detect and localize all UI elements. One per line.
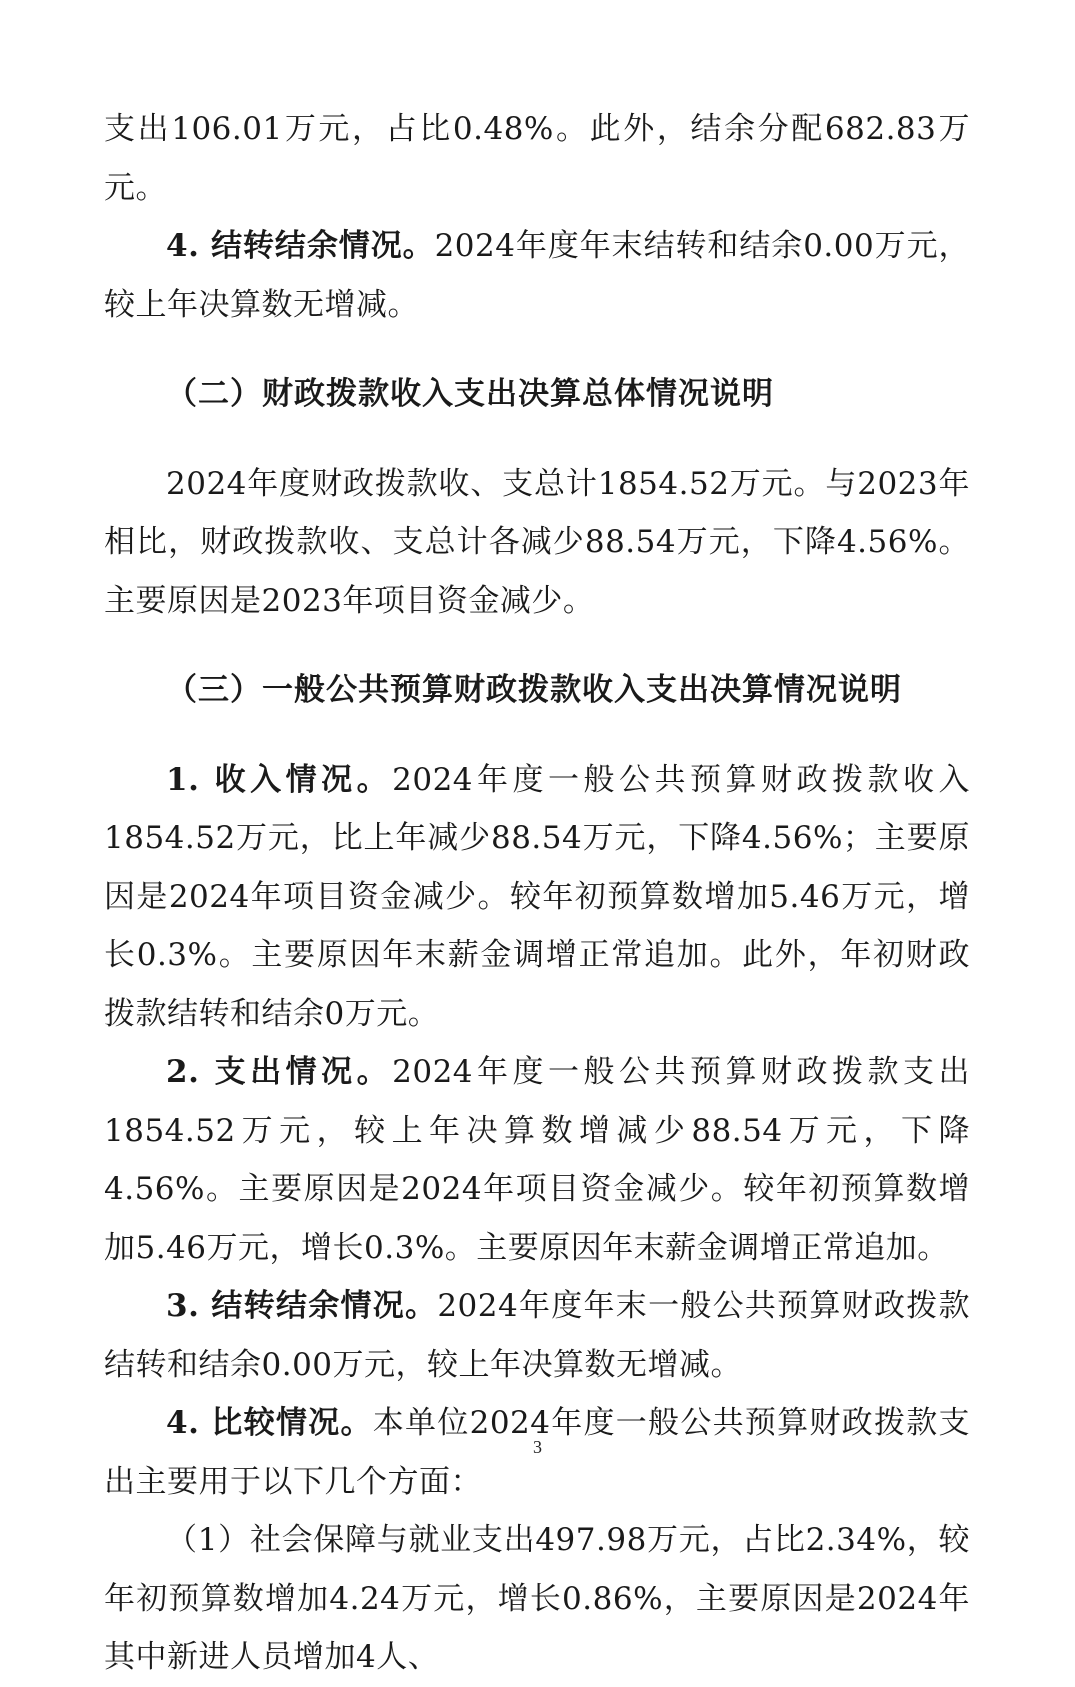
paragraph-lead: 4. 结转结余情况。 — [166, 228, 435, 264]
paragraph-lead: 2. 支出情况。 — [166, 1054, 393, 1090]
paragraph-social-security: （1）社会保障与就业支出497.98万元，占比2.34%，较年初预算数增加4.24万元，增长0.86%，主要原因是2024年其中新进人员增加4人、 — [104, 1522, 970, 1675]
paragraph-text: 2024年度年末一般公共预算财政拨款结转和结余0.00万元，较上年决算数无增减。 — [104, 1288, 970, 1383]
page-number: 3 — [533, 1437, 542, 1457]
paragraph-income — [104, 751, 970, 1044]
paragraph-lead: 1. 收入情况。 — [166, 761, 393, 798]
paragraph-expense-tail: 支出106.01万元，占比0.48%。此外，结余分配682.83万元。 — [104, 111, 970, 206]
section-heading-2: （二）财政拨款收入支出决算总体情况说明 — [166, 376, 774, 412]
paragraph-text: 2024年度年末结转和结余0.00万元，较上年决算数无增减。 — [104, 228, 971, 323]
paragraph-text: 本单位2024年度一般公共预算财政拨款支出主要用于以下几个方面： — [104, 1405, 970, 1500]
paragraph-lead: 4. 比较情况。 — [166, 1405, 373, 1441]
paragraph-text: 2024年度一般公共预算财政拨款支出1854.52万元，较上年决算数增减少88.54万元，下降4.56%。主要原因是2024年项目资金减少。较年初预算数增加5.46万元，增长0.3%。主要原因年末薪金调增正常追加。 — [104, 1054, 970, 1266]
paragraph-carryover — [104, 217, 970, 334]
paragraph-expenditure — [104, 1043, 970, 1277]
paragraph-fiscal-total: 2024年度财政拨款收、支总计1854.52万元。与2023年相比，财政拨款收、支总计各减少88.54万元，下降4.56%。主要原因是2023年项目资金减少。 — [104, 465, 970, 619]
paragraph-carryover-general — [104, 1277, 970, 1394]
section-heading-3: （三）一般公共预算财政拨款收入支出决算情况说明 — [166, 672, 902, 708]
paragraph-lead: 3. 结转结余情况。 — [166, 1288, 438, 1324]
paragraph-text: 2024年度一般公共预算财政拨款收入1854.52万元，比上年减少88.54万元，下降4.56%；主要原因是2024年项目资金减少。较年初预算数增加5.46万元，增长0.3%。主要原因年末薪金调增正常追加。此外，年初财政拨款结转和结余0万元。 — [104, 761, 970, 1032]
